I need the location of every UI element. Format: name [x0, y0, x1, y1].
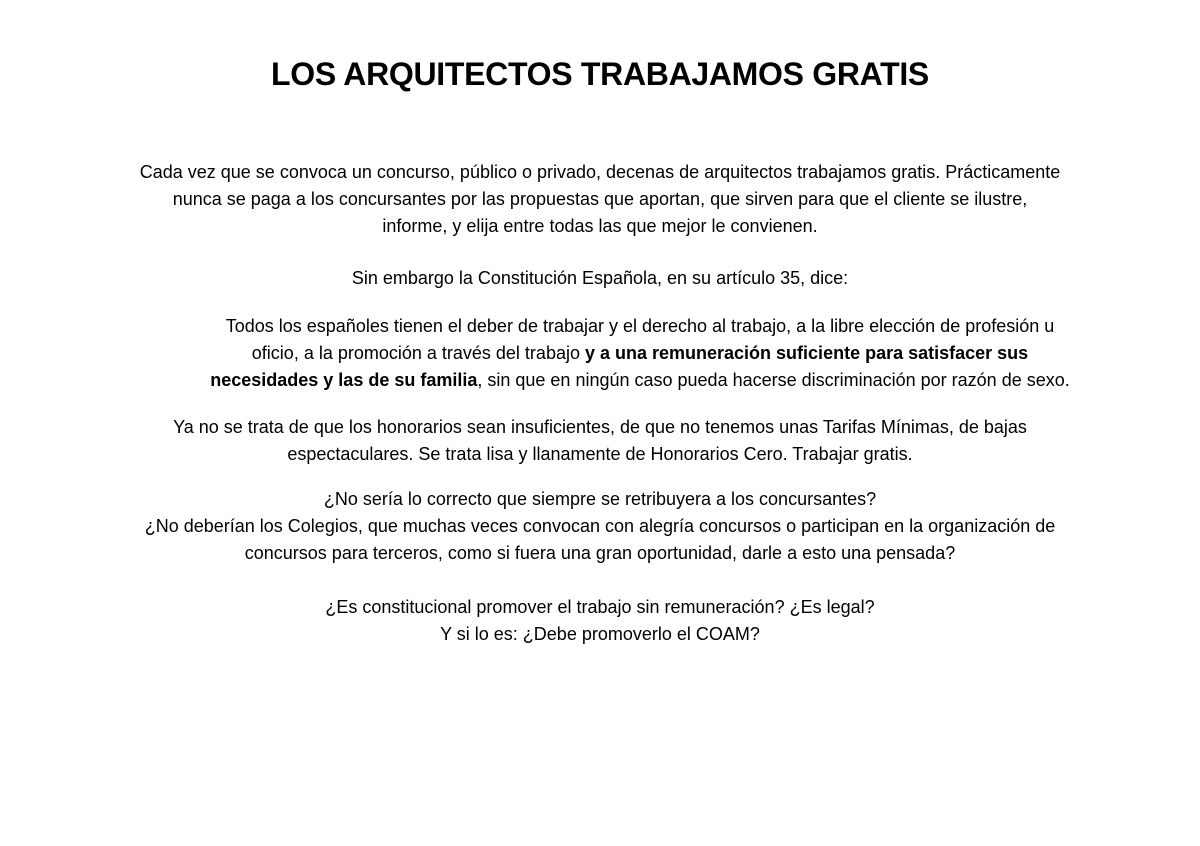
paragraph-closing-line-1: ¿Es constitucional promover el trabajo sin remuneración? ¿Es legal? [325, 597, 875, 617]
document-title: LOS ARQUITECTOS TRABAJAMOS GRATIS [271, 56, 929, 92]
quote-line-3-bold: necesidades y las de su familia [210, 370, 478, 390]
paragraph-intro-line-1: Cada vez que se convoca un concurso, público o privado, decenas de arquitectos trabajamos gratis. Prácticamente [139, 162, 1061, 182]
paragraph-intro-line-3: informe, y elija entre todas las que mejor le convienen. [382, 216, 818, 236]
quote-line-2-bold: y a una remuneración suficiente para satisfacer sus [584, 343, 1029, 363]
quote-line-3 [160, 367, 1120, 394]
quote-line-1: Todos los españoles tienen el deber de trabajar y el derecho al trabajo, a la libre elección de profesión u [225, 316, 1055, 336]
paragraph-intro-line-2: nunca se paga a los concursantes por las propuestas que aportan, que sirven para que el cliente se ilustre, [172, 189, 1028, 209]
quote-line-2 [160, 340, 1120, 367]
quote-line-3-end: , sin que en ningún caso pueda hacerse discriminación por razón de sexo. [477, 370, 1070, 390]
constitution-quote [160, 313, 1120, 394]
paragraph-constitution-intro: Sin embargo la Constitución Española, en su artículo 35, dice: [351, 268, 849, 288]
paragraph-closing [100, 594, 1100, 648]
paragraph-honorarios [100, 414, 1100, 468]
paragraph-honorarios-line-1: Ya no se trata de que los honorarios sean insuficientes, de que no tenemos unas Tarifas Mínimas, de bajas [173, 417, 1027, 437]
paragraph-questions [80, 486, 1120, 567]
paragraph-questions-line-3: concursos para terceros, como si fuera una gran oportunidad, darle a esto una pensada? [244, 543, 956, 563]
paragraph-closing-line-2: Y si lo es: ¿Debe promoverlo el COAM? [440, 624, 760, 644]
paragraph-questions-line-1: ¿No sería lo correcto que siempre se retribuyera a los concursantes? [323, 489, 877, 509]
paragraph-honorarios-line-2: espectaculares. Se trata lisa y llanamente de Honorarios Cero. Trabajar gratis. [287, 444, 913, 464]
quote-line-2-start: oficio, a la promoción a través del trabajo [251, 343, 585, 363]
paragraph-questions-line-2: ¿No deberían los Colegios, que muchas veces convocan con alegría concursos o participan en la organización de [144, 516, 1056, 536]
paragraph-intro [80, 159, 1120, 240]
